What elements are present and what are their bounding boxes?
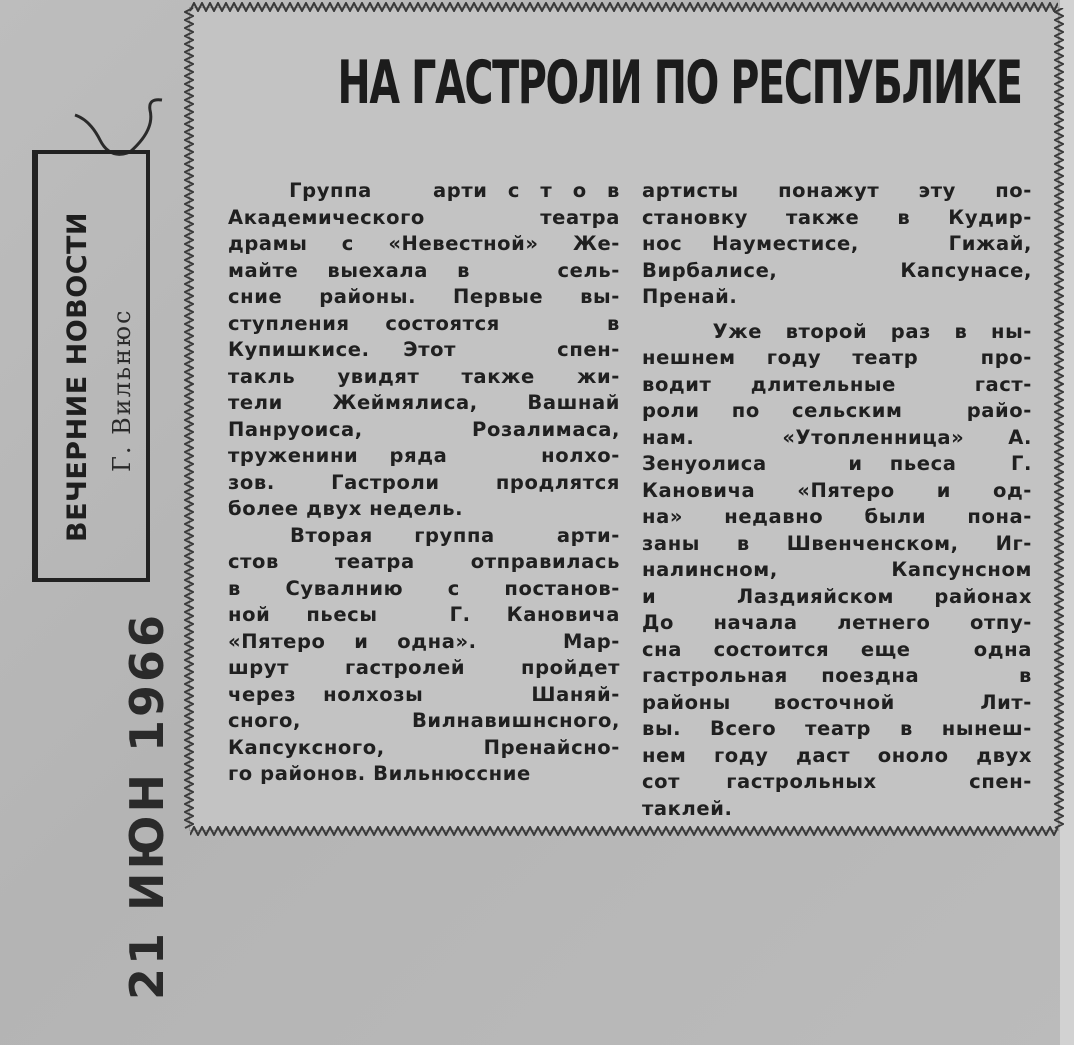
- stamp-city: Г. Вильнюс: [108, 308, 136, 472]
- article-line: Академического театра: [228, 205, 620, 229]
- article-line: нос Науместисе, Гижай,: [642, 232, 1032, 255]
- article-line: шрут гастролей пройдет: [228, 656, 620, 679]
- newspaper-clipping: [190, 8, 1058, 830]
- article-line: становку также в Кудир-: [642, 205, 1032, 229]
- zigzag-edge-bottom: [190, 826, 1058, 836]
- article-line: го районов. Вильнюссние: [228, 762, 531, 785]
- article-line: зов. Гастроли продлятся: [228, 470, 620, 494]
- article-line: налинсном, Капсунсном: [642, 558, 1032, 581]
- article-column-1: [228, 178, 620, 788]
- article-line: сние районы. Первые вы-: [228, 285, 620, 308]
- article-line: майте выехала в сель-: [228, 258, 620, 282]
- article-line: гастрольная поездна в: [642, 664, 1032, 687]
- article-line: До начала летнего отпу-: [642, 611, 1032, 634]
- article-line: и Лаздияйском районах: [642, 584, 1032, 608]
- article-line: «Пятеро и одна». Мар-: [228, 629, 620, 653]
- article-line: более двух недель.: [228, 497, 464, 520]
- article-line: артисты понажут эту по-: [642, 179, 1032, 202]
- article-line: нам. «Утопленница» А.: [642, 425, 1032, 449]
- article-line: Уже второй раз в ны-: [642, 319, 1032, 343]
- article-headline: НА ГАСТРОЛИ ПО РЕСПУБЛИКЕ: [337, 48, 1022, 118]
- article-line: заны в Швенченском, Иг-: [642, 531, 1032, 555]
- article-line: нешнем году театр про-: [642, 346, 1032, 369]
- article-column-2: [642, 178, 1032, 822]
- article-line: Вирбалисе, Капсунасе,: [642, 258, 1032, 282]
- article-line: сного, Вилнавишнсного,: [228, 709, 620, 732]
- article-line: труженини ряда нолхо-: [228, 444, 620, 467]
- article-line: сот гастрольных спен-: [642, 770, 1032, 793]
- article-line: ступления состоятся в: [228, 311, 620, 335]
- article-line: Кановича «Пятеро и од-: [642, 478, 1032, 502]
- article-line: Пренай.: [642, 285, 738, 308]
- article-line: в Сувалнию с постанов-: [228, 576, 620, 600]
- article-line: тели Жеймялиса, Вашнай: [228, 391, 620, 414]
- zigzag-edge-right: [1054, 8, 1064, 830]
- article-line: Вторая группа арти-: [228, 523, 620, 547]
- article-line: ной пьесы Г. Кановича: [228, 603, 620, 626]
- paragraph-gap: [642, 311, 1032, 319]
- article-line: роли по сельским райо-: [642, 399, 1032, 422]
- article-line: таклей.: [642, 796, 733, 820]
- date-stamp: 21 ИЮН 1966: [120, 611, 174, 1000]
- article-line: районы восточной Лит-: [642, 690, 1032, 714]
- article-line: Группа арти с т о в: [228, 179, 620, 202]
- article-line: нем году даст оноло двух: [642, 743, 1032, 767]
- article-line: Купишкисе. Этот спен-: [228, 338, 620, 361]
- article-line: вы. Всего театр в нынеш-: [642, 717, 1032, 740]
- article-line: Зенуолиса и пьеса Г.: [642, 452, 1032, 475]
- article-line: стов театра отправилась: [228, 550, 620, 573]
- article-line: Панруоиса, Розалимаса,: [228, 417, 620, 441]
- article-line: драмы с «Невестной» Же-: [228, 232, 620, 255]
- article-line: на» недавно были пона-: [642, 505, 1032, 528]
- article-line: Капсуксного, Пренайсно-: [228, 735, 620, 759]
- article-line: сна состоится еще одна: [642, 637, 1032, 661]
- stamp-newspaper-name: ВЕЧЕРНИЕ НОВОСТИ: [62, 211, 93, 542]
- article-line: водит длительные гаст-: [642, 372, 1032, 396]
- article-line: через нолхозы Шаняй-: [228, 682, 620, 706]
- zigzag-edge-top: [190, 2, 1058, 12]
- zigzag-edge-left: [184, 8, 194, 830]
- article-line: такль увидят также жи-: [228, 364, 620, 388]
